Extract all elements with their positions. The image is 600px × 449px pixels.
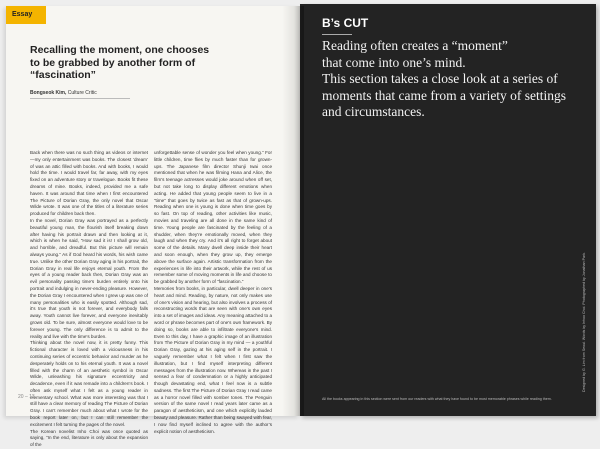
intro-line: Reading often creates a “moment” xyxy=(322,38,508,53)
intro-text xyxy=(322,38,586,121)
paragraph: unforgettable sense of wonder you feel when young.” For little children, time flies by much faster than for grown-ups. The Japanese film director Shunji Iwai once mentioned that when he was filming Hana and Alice, the film’s teenage actresses would joke around when off set, but not take long to display different emotions when acting. He added that young people seem to live in a “time” that goes by twice as fast as that of grown-ups. Reading when one is young is done when time goes by so fast. On top of reading, other activities like music, movies and traveling are all done in the same kind of time. Young people are fascinated by the feeling of a shudder, when they’re emotionally moved, when they laugh and when they cry. And it’s all right to forget about some of the details. Many dwell deep inside their heart and soon enough, when they grow up, they emerge above the surface again. Artistic transformation from the experiences in life into their artwork, while the rest of us remember some of moving moments in life and choose to be grabbed by another form of “fascination.” xyxy=(154,150,272,285)
byline xyxy=(30,90,97,96)
author-name: Bongseok Kim, xyxy=(30,90,67,96)
footer-note: All the books appearing in this section were sent from our readers with what they have found to be most memorable phrases while reading them. xyxy=(322,397,552,401)
intro-line: and circumstances. xyxy=(322,104,425,119)
title-underline xyxy=(322,34,352,35)
intro-line: that come into one’s mind. xyxy=(322,54,466,70)
paragraph: Thinking about the novel now, it is pretty funny. This fictional character is loved with a viciousness in his continuing series of eccentric behavior and murder as he desperately holds on to his eternal youth. It was a novel filled with the charm of an aesthetic symbol in Oscar Wilde, unleashing his signature eccentricity and decadence, even if it was remade into a children’s book. I often ask myself what I felt as a young reader in elementary school. What was more interesting was that I still have a clear memory of reading The Picture of Dorian Gray. I can’t remember much about what I wrote for the book report later on, but I can still remember the excitement I felt turning the pages of the novel. xyxy=(30,340,148,427)
essay-title: Recalling the moment, one chooses to be grabbed by another form of “fascination” xyxy=(30,44,210,81)
intro-line: moments that came from a variety of settings xyxy=(322,87,567,103)
vertical-credits: Designed by G. Lim from Seoul. Words by Inhoo Choi. Photographed by Jonathan Park. xyxy=(582,252,586,392)
paragraph: In the novel, Dorian Gray was portrayed as a perfectly beautiful young man, the flourish itself breaking down after having his portrait drawn and then looking at it, which is when he said, “How sad it is! I shall grow old, and horrible, and dreadful. But this picture will remain always young.” As if God heard his words, his wish came true. Unlike the other Dorian Gray aging in his portrait, the Dorian Gray in real life enjoys eternal youth. From the eyes of a young reader back then, Dorian Gray was an evil personality passing time’s burden entirely onto his portrait and indulging in never-ending pleasure. However, the Dorian Gray I encountered when I grew up was one of many personalities who is easily spotted. Although sad, it’s true that youth is not forever, and everybody falls away. Youth cannot live forever, and everyone inevitably grows old. To be sure, almost everyone would love to be forever young. The only difference is to admit to the reality and live with the time’s burden. xyxy=(30,217,148,339)
section-title: B’s CUT xyxy=(322,16,369,30)
text-column-1 xyxy=(30,150,148,449)
text-column-2 xyxy=(154,150,272,435)
page-gutter-shadow xyxy=(282,6,304,416)
paragraph: Memories from books, in particular, dwell deeper in one’s heart and mind. Reading, by nature, not only makes use of one’s vision and hearing, but also involves a process of reconstructing words that are seen with one’s own eyes into a set of images and ideas. Any meaning attached to a word or phrase becomes part of one’s own framework. By doing so, books are able to infiltrate everyone’s mind. Even to this day, I have a graphic image of an illustration from The Picture of Dorian Gray in my mind — a youthful Dorian Gray, gazing at his aging self in the portrait. I vaguely remember what I felt when I first saw the illustration, but I find myself interpreting different messages from the illustration now. Whereas in the past I sensed a fear of condemnation or a highly anticipated though devastating end, what I feel now is a subtle sadness. The first The Picture of Dorian Gray I read came as a horror novel filled with somber tones. The Penguin version of the same novel I read years later came as a paragon of aestheticism, and one which explicitly lauded beauty and pleasure. Rather than being swayed with fear, I now find myself inclined to agree with the author’s explicit notion of aestheticism. xyxy=(154,285,272,434)
intro-line: This section takes a close look at a series of xyxy=(322,71,558,86)
section-tag: Essay xyxy=(6,6,46,24)
paragraph: Back when there was no such thing as videos or internet —my only entertainment was books. The closest ‘dream’ of was an attic filled with books. And with books, I would hold the time. I would travel far, far away, with my eyes fixed on an adventure story or travelogue. Books fit these dreams of mine. Books, indeed, provided me a safe haven. It was around that time when I first encountered The Picture of Dorian Gray, the only novel that Oscar Wilde wrote. It was one of the titles of a literature series produced for children back then. xyxy=(30,150,148,217)
page-number: 20 – 13 xyxy=(18,394,35,400)
paragraph: The Korean novelist Inho Choi was once quoted as saying, “In the end, literature is only about the expansion of the xyxy=(30,428,148,448)
byline-divider xyxy=(30,98,130,99)
author-role: Culture Critic xyxy=(66,90,97,96)
